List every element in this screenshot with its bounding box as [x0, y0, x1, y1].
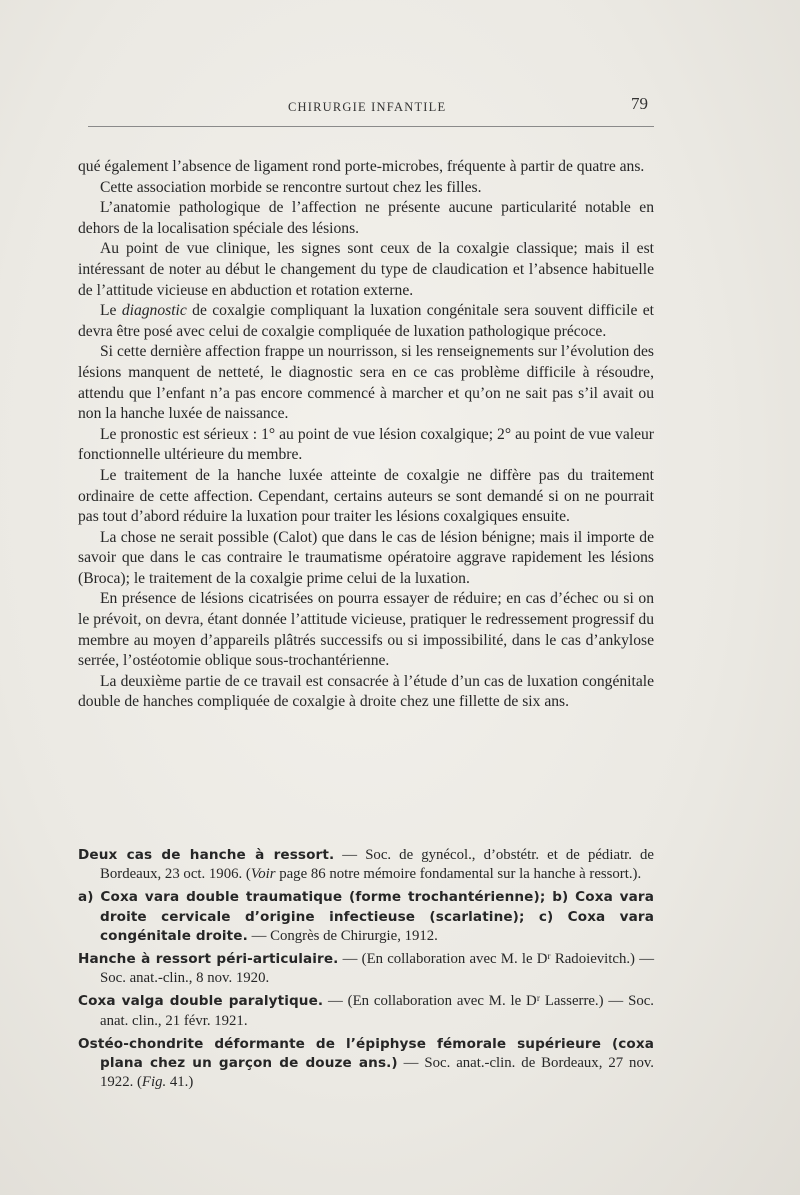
reference-item: Coxa valga double paralytique. — (En collaboration avec M. le Dʳ Lasserre.) — Soc. anat. clin., 21 févr. 1921.: [78, 993, 654, 1029]
reference-list: [78, 846, 654, 1096]
reference-item: Hanche à ressort péri-articulaire. — (En collaboration avec M. le Dʳ Radoievitch.) — Soc. anat.-clin., 8 nov. 1920.: [78, 951, 654, 987]
italic-term: diagnostic: [121, 302, 187, 320]
paragraph: Au point de vue clinique, les signes sont ceux de la coxalgie classique; mais il est intéressant de noter au début le changement du type de claudication et l’absence habituelle de l’attitude vicieuse en abduction et rotation externe.: [78, 240, 654, 299]
document-page: [78, 94, 654, 1091]
header-rule: [88, 126, 654, 127]
reference-title: Hanche à ressort péri-articulaire.: [78, 951, 339, 968]
body-text: [78, 157, 654, 713]
reference-title: Deux cas de hanche à ressort.: [78, 847, 335, 863]
running-title: CHIRURGIE INFANTILE: [288, 100, 447, 114]
reference-item: Deux cas de hanche à ressort. — Soc. de gynécol., d’obstétr. et de pédiatr. de Bordeaux, 23 oct. 1906. (Voir page 86 notre mémoire fondamental sur la hanche à ressort.).: [78, 847, 654, 883]
reference-title: Ostéo-chondrite déformante de l’épiphyse fémorale supérieure (coxa plana chez un garçon de douze ans.): [78, 1035, 654, 1072]
page-header: [78, 94, 654, 120]
paragraph: Cette association morbide se rencontre surtout chez les filles.: [100, 178, 482, 196]
paragraph: Le diagnostic de coxalgie compliquant la luxation congénitale sera souvent difficile et devra être posé avec celui de coxalgie compliquée de luxation pathologique précoce.: [78, 302, 654, 340]
paragraph: Le traitement de la hanche luxée atteinte de coxalgie ne diffère pas du traitement ordinaire de cette affection. Cependant, certains auteurs se sont demandé si on ne pourrait pas tout d’abord réduire la luxation pour traiter les lésions coxalgiques ensuite.: [78, 466, 654, 526]
paragraph: L’anatomie pathologique de l’affection ne présente aucune particularité notable en dehors de la localisation spéciale des lésions.: [78, 199, 654, 237]
paragraph: qué également l’absence de ligament rond porte-microbes, fréquente à partir de quatre ans.: [78, 158, 645, 175]
paragraph: Si cette dernière affection frappe un nourrisson, si les renseignements sur l’évolution des lésions manquent de netteté, le diagnostic sera en ce cas problème difficile à résoudre, attendu que l’enfant n’a pas encore commencé à marcher et qu’on ne sait pas s’il avait ou non la hanche luxée de naissance.: [78, 343, 654, 423]
paragraph: La chose ne serait possible (Calot) que dans le cas de lésion bénigne; mais il importe de savoir que dans le cas contraire le traumatisme opératoire aggrave rapidement les lésions (Broca); le traitement de la coxalgie prime celui de la luxation.: [78, 528, 654, 587]
reference-item: Ostéo-chondrite déformante de l’épiphyse fémorale supérieure (coxa plana chez un garçon de douze ans.) — Soc. anat.-clin. de Bordeaux, 27 nov. 1922. (Fig. 41.): [78, 1035, 654, 1091]
reference-item: a) Coxa vara double traumatique (forme trochantérienne); b) Coxa vara droite cervicale d’origine infectieuse (scarlatine); c) Coxa vara congénitale droite. — Congrès de Chirurgie, 1912.: [78, 889, 654, 944]
paragraph: Le pronostic est sérieux : 1° au point de vue lésion coxalgique; 2° au point de vue valeur fonctionnelle ultérieure du membre.: [78, 425, 654, 464]
reference-title: Coxa valga double paralytique.: [78, 993, 324, 1010]
page-number: 79: [631, 94, 648, 113]
paragraph: En présence de lésions cicatrisées on pourra essayer de réduire; en cas d’échec ou si on le prévoit, on devra, étant donnée l’attitude vicieuse, pratiquer le redressement progressif du membre au moyen d’appareils plâtrés successifs ou si impossibilité, dans le cas d’ankylose serrée, l’ostéotomie oblique sous-trochantérienne.: [78, 590, 654, 670]
paragraph: La deuxième partie de ce travail est consacrée à l’étude d’un cas de luxation congénitale double de hanches compliquée de coxalgie à droite chez une fillette de six ans.: [78, 672, 654, 711]
reference-title: a) Coxa vara double traumatique (forme trochantérienne); b) Coxa vara droite cervicale d’origine infectieuse (scarlatine); c) Coxa vara congénitale droite.: [78, 889, 654, 944]
